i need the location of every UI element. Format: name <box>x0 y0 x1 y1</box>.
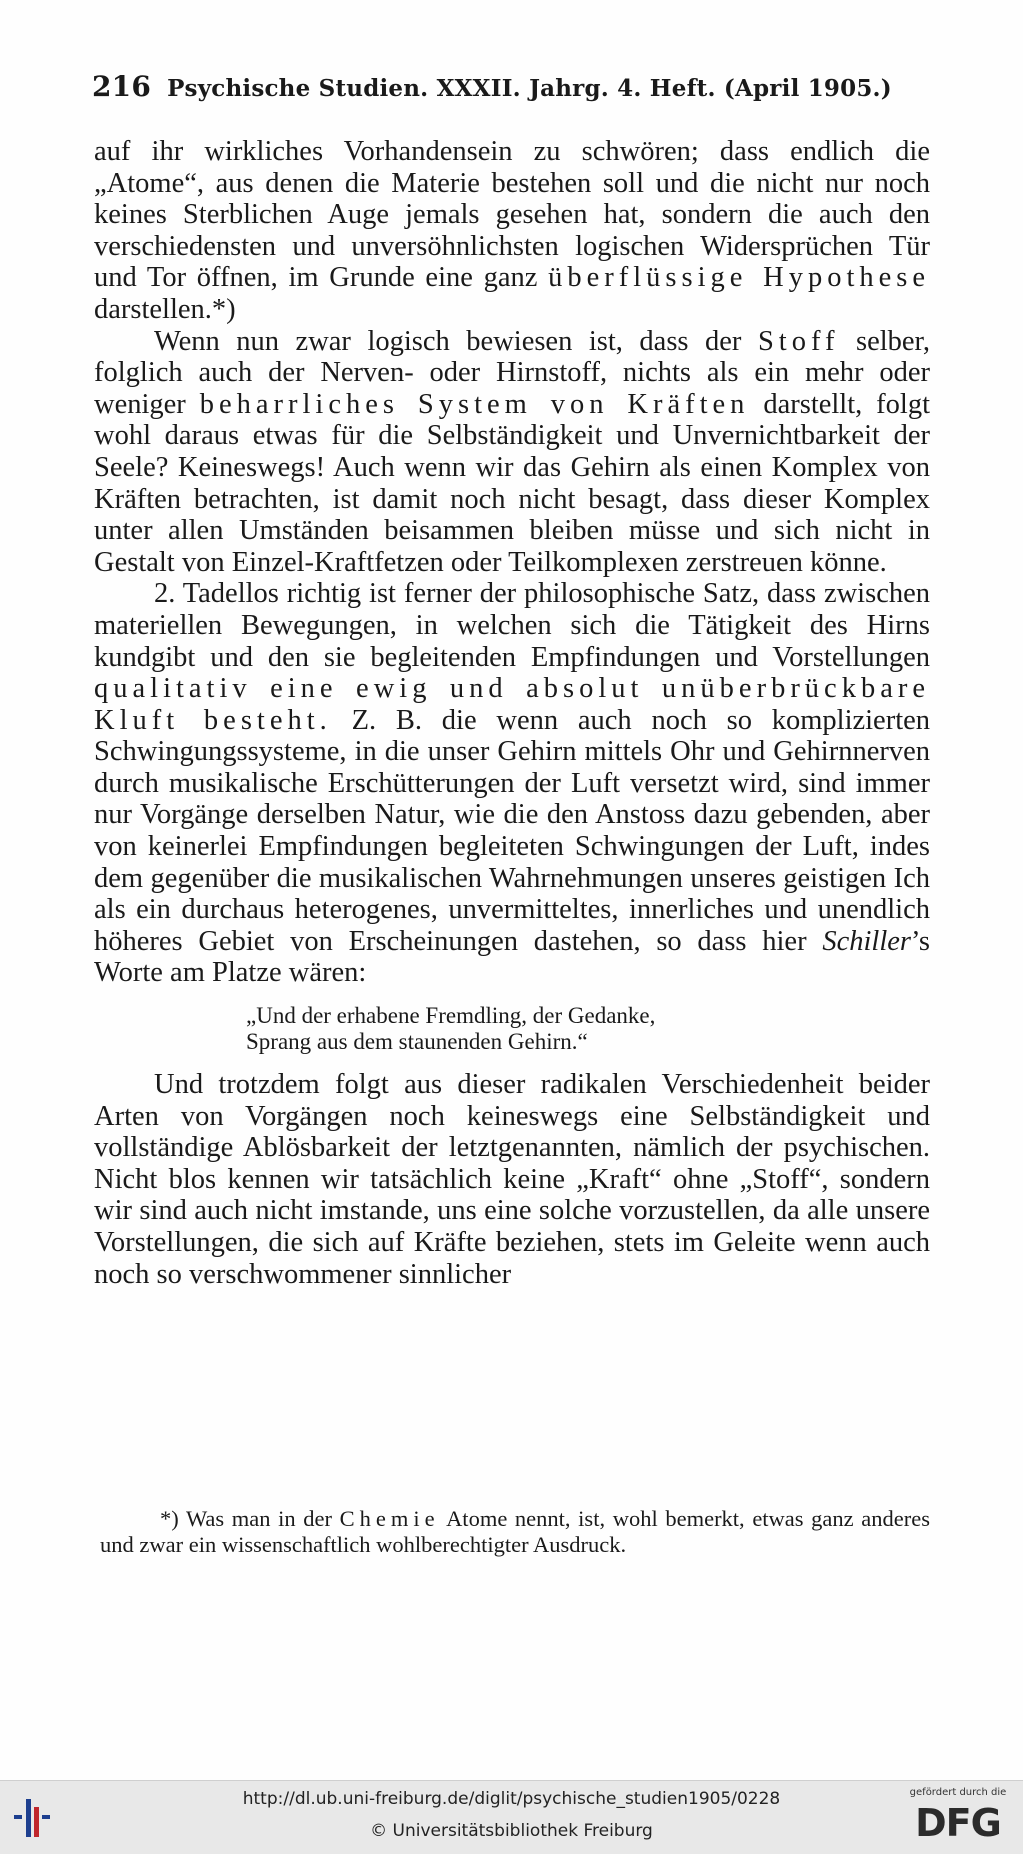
paragraph-2-text-a: Wenn nun zwar logisch bewiesen ist, dass der <box>154 325 742 357</box>
footnote <box>100 1506 930 1557</box>
emphasis-kluft: qualitativ eine ewig und absolut unüberbrückbare Kluft besteht. <box>94 673 930 736</box>
dfg-logo <box>905 1787 1011 1849</box>
paragraph-3-text-b: Z. B. die wenn auch noch so komplizierten Schwingungssysteme, in die unser Gehirn mittels Ohr und Gehirnnerven durch musikalische Erschütterungen der Luft versetzt wird, sind immer nur Vorgänge derselben Natur, wie die den Anstoss dazu gebenden, aber von keinerlei Empfindungen begleiteten Schwingungen der Luft, indes dem gegenüber die musikalischen Wahrnehmungen unseres geistigen Ich als ein durchaus heterogenes, unvermitteltes, innerliches und unendlich höheres Gebiet von Erscheinungen dastehen, so dass hier <box>94 704 931 957</box>
paragraph-2-text-c: darstellt, folgt wohl daraus etwas für die Selbständigkeit und Unvernichtbarkeit der Seele? Keineswegs! Auch wenn wir das Gehirn als einen Komplex von Kräften betrachten, ist damit noch nicht besagt, dass dieser Komplex unter allen Umständen beisammen bleiben müsse und sich nicht in Gestalt von Einzel-Kraftfetzen oder Teilkomplexen zerstreuen könne. <box>94 388 931 578</box>
footnote-text-b: Atome nennt, ist, wohl bemerkt, etwas ganz anderes und zwar ein wissenschaftlich wohlberechtigter Ausdruck. <box>100 1506 931 1557</box>
paragraph-1-text: auf ihr wirkliches Vorhandensein zu schwören; dass endlich die „Atome“, aus denen die Materie bestehen soll und die nicht nur noch keines Sterblichen Auge jemals gesehen hat, sondern die auch den verschiedensten und unversöhnlichsten logischen Widersprüchen Tür und Tor öffnen, im Grunde eine ganz <box>94 136 930 294</box>
paragraph-3 <box>94 578 930 989</box>
name-schiller: Schiller <box>822 925 911 957</box>
emphasis-system: beharrliches System von Kräften <box>199 388 750 420</box>
footnote-text-a: *) Was man in der <box>160 1506 333 1531</box>
footer-bar <box>0 1780 1023 1854</box>
body-text <box>94 136 930 1290</box>
paragraph-4: Und trotzdem folgt aus dieser radikalen Verschiedenheit beider Arten von Vorgängen noch keineswegs eine Selbständigkeit und vollständige Ablösbarkeit der letztgenannten, nämlich der psychischen. Nicht blos kennen wir tatsächlich keine „Kraft“ ohne „Stoff“, sondern wir sind auch nicht imstande, uns eine solche vorzustellen, da alle unsere Vorstellungen, die sich auf Kräfte beziehen, stets im Geleite wenn auch noch so verschwommener sinnlicher <box>94 1069 930 1290</box>
paragraph-2 <box>94 326 930 579</box>
emphasis-chemie: Chemie <box>339 1506 440 1531</box>
dfg-funding-label: gefördert durch die <box>909 1787 1007 1798</box>
paragraph-3-text-a: 2. Tadellos richtig ist ferner der philosophische Satz, dass zwischen materiellen Bewegungen, in welchen sich die Tätigkeit des Hirns kundgibt und den sie begleitenden Empfindungen und Vorstellungen <box>94 578 930 673</box>
dfg-wordmark: DFG <box>915 1801 1001 1845</box>
paragraph-1 <box>94 136 930 326</box>
source-url[interactable]: http://dl.ub.uni-freiburg.de/diglit/psychische_studien1905/0228 <box>242 1789 781 1809</box>
verse-quote <box>246 1003 930 1055</box>
emphasis-spaced: überflüssige Hypothese <box>548 262 930 294</box>
quote-line-1: „Und der erhabene Fremdling, der Gedanke, <box>246 1003 656 1029</box>
paragraph-1-end: darstellen.*) <box>94 293 236 325</box>
copyright-notice: © Universitätsbibliothek Freiburg <box>370 1821 653 1841</box>
running-header <box>92 70 932 103</box>
paragraph-2-text-b: selber, folglich auch der Nerven- oder Hirnstoff, nichts als ein mehr oder weniger <box>94 325 931 420</box>
paragraph-3-text-c: ’s Worte am Platze wären: <box>94 925 930 989</box>
quote-line-2: Sprang aus dem staunenden Gehirn.“ <box>246 1029 588 1055</box>
running-title: Psychische Studien. XXXII. Jahrg. 4. Heft. (April 1905.) <box>167 75 892 102</box>
emphasis-stoff: Stoff <box>757 325 840 357</box>
page-number: 216 <box>92 70 152 103</box>
